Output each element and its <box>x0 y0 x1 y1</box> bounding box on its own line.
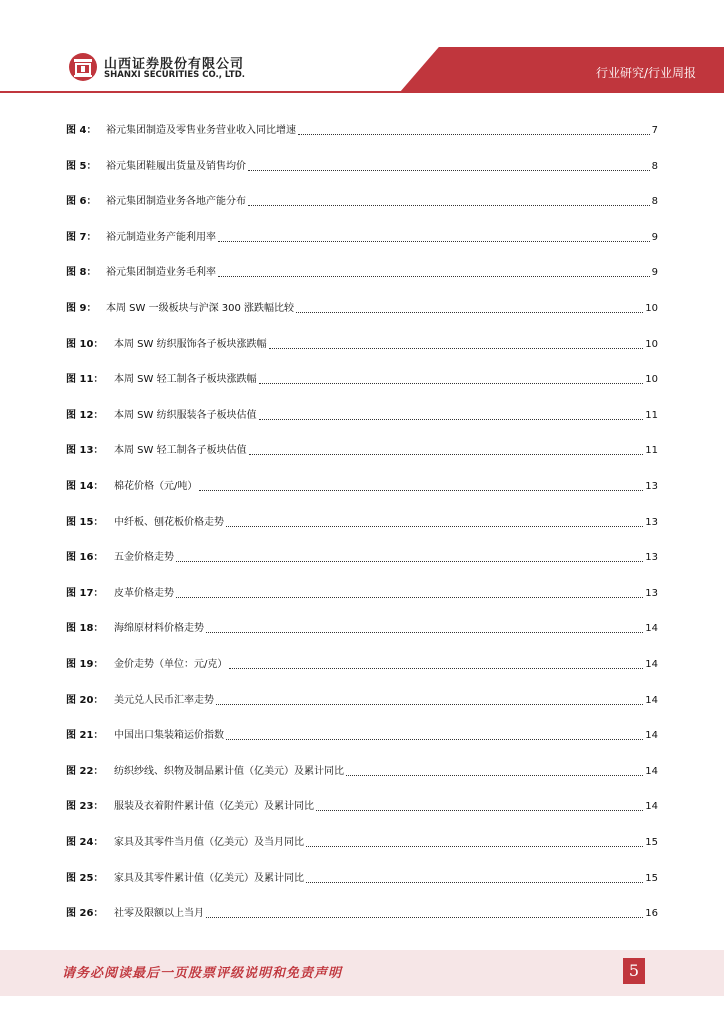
company-name-cn: 山西证券股份有限公司 <box>104 57 245 72</box>
company-logo-icon <box>68 52 98 82</box>
dot-leader <box>248 169 650 171</box>
figure-title: 皮革价格走势 <box>114 587 174 599</box>
figure-page-number: 14 <box>645 694 658 706</box>
figure-page-number: 13 <box>645 587 658 599</box>
figure-page-number: 14 <box>645 623 658 635</box>
toc-entry[interactable] <box>66 514 658 530</box>
dot-leader <box>259 382 644 384</box>
figure-label: 图 12： <box>66 409 104 421</box>
figure-title: 家具及其零件当月值（亿美元）及当月同比 <box>114 837 304 848</box>
toc-entry[interactable] <box>66 585 658 601</box>
dot-leader <box>199 489 643 491</box>
figure-label: 图 25： <box>66 872 104 884</box>
toc-entry[interactable] <box>66 727 658 743</box>
figure-page-number: 14 <box>645 659 658 670</box>
dot-leader <box>176 560 643 562</box>
figure-label: 图 19： <box>66 659 104 670</box>
company-name-en: SHANXI SECURITIES CO., LTD. <box>104 70 246 80</box>
figure-label: 图 13： <box>66 445 104 457</box>
figure-title: 五金价格走势 <box>114 552 174 564</box>
figure-title: 海绵原材料价格走势 <box>114 623 204 635</box>
disclaimer-text: 请务必阅读最后一页股票评级说明和免责声明 <box>62 966 343 981</box>
figure-page-number: 9 <box>651 267 658 279</box>
figure-page-number: 14 <box>645 730 658 742</box>
toc-entry[interactable] <box>66 549 658 565</box>
toc-entry[interactable] <box>66 692 658 708</box>
figure-title: 裕元集团制造及零售业务营业收入同比增速 <box>106 125 296 136</box>
figure-page-number: 15 <box>645 872 658 884</box>
toc-entry[interactable] <box>66 870 658 886</box>
figure-label: 图 7： <box>66 231 97 243</box>
toc-entry[interactable] <box>66 264 658 280</box>
toc-entry[interactable] <box>66 407 658 423</box>
figure-label: 图 23： <box>66 801 104 813</box>
figure-page-number: 10 <box>645 374 658 386</box>
dot-leader <box>249 453 644 455</box>
figure-title: 裕元集团制造业务毛利率 <box>106 267 216 279</box>
dot-leader <box>218 240 650 242</box>
figure-title: 美元兑人民币汇率走势 <box>114 694 214 706</box>
header-divider <box>0 91 724 93</box>
toc-entry[interactable] <box>66 620 658 636</box>
figure-page-number: 8 <box>651 196 658 208</box>
toc-entry[interactable] <box>66 905 658 921</box>
figure-page-number: 13 <box>645 481 658 492</box>
dot-leader <box>226 525 643 527</box>
dot-leader <box>206 916 643 918</box>
figure-label: 图 20： <box>66 694 104 706</box>
figure-title: 裕元集团制造业务各地产能分布 <box>106 196 246 208</box>
dot-leader <box>226 738 643 740</box>
figure-title: 中国出口集装箱运价指数 <box>114 730 224 742</box>
dot-leader <box>306 845 643 847</box>
dot-leader <box>346 774 643 776</box>
figure-title: 社零及限额以上当月 <box>114 908 204 920</box>
toc-entry[interactable] <box>66 122 658 138</box>
figure-title: 本周 SW 纺织服装各子板块估值 <box>114 409 257 421</box>
figure-title: 本周 SW 纺织服饰各子板块涨跌幅 <box>114 338 267 350</box>
figure-label: 图 21： <box>66 730 104 742</box>
toc-entry[interactable] <box>66 798 658 814</box>
figure-title: 裕元制造业务产能利用率 <box>106 231 216 243</box>
dot-leader <box>218 275 650 277</box>
toc-entry[interactable] <box>66 478 658 494</box>
figure-label: 图 5： <box>66 160 97 172</box>
figure-page-number: 15 <box>645 837 658 848</box>
dot-leader <box>216 703 643 705</box>
figure-label: 图 11： <box>66 374 104 386</box>
toc-entry[interactable] <box>66 229 658 245</box>
page-number-badge: 5 <box>623 958 645 984</box>
figure-label: 图 17： <box>66 587 104 599</box>
toc-entry[interactable] <box>66 193 658 209</box>
toc-entry[interactable] <box>66 336 658 352</box>
figure-label: 图 26： <box>66 908 104 920</box>
dot-leader <box>248 204 650 206</box>
figure-title: 服装及衣着附件累计值（亿美元）及累计同比 <box>114 801 314 813</box>
figure-label: 图 16： <box>66 552 104 564</box>
figure-page-number: 11 <box>645 409 658 421</box>
figure-page-number: 10 <box>645 303 658 314</box>
figure-page-number: 14 <box>645 765 658 777</box>
figure-page-number: 9 <box>651 231 658 243</box>
figure-title: 纺织纱线、织物及制品累计值（亿美元）及累计同比 <box>114 765 344 777</box>
toc-entry[interactable] <box>66 300 658 316</box>
figure-title: 裕元集团鞋履出货量及销售均价 <box>106 160 246 172</box>
dot-leader <box>296 311 643 313</box>
figure-title: 本周 SW 轻工制各子板块估值 <box>114 445 247 457</box>
figure-title: 家具及其零件累计值（亿美元）及累计同比 <box>114 872 304 884</box>
toc-entry[interactable] <box>66 763 658 779</box>
figure-title: 本周 SW 轻工制各子板块涨跌幅 <box>114 374 257 386</box>
report-type-label: 行业研究/行业周报 <box>595 66 696 80</box>
toc-entry[interactable] <box>66 158 658 174</box>
toc-entry[interactable] <box>66 371 658 387</box>
figure-page-number: 16 <box>645 908 658 920</box>
figure-label: 图 9： <box>66 303 97 314</box>
figure-label: 图 4： <box>66 125 97 136</box>
figure-page-number: 14 <box>645 801 658 813</box>
dot-leader <box>306 881 643 883</box>
dot-leader <box>298 133 650 135</box>
figure-page-number: 11 <box>645 445 658 457</box>
figure-label: 图 18： <box>66 623 104 635</box>
figure-page-number: 7 <box>651 125 658 136</box>
dot-leader <box>206 631 643 633</box>
figure-label: 图 22： <box>66 765 104 777</box>
toc-entry[interactable] <box>66 442 658 458</box>
toc-entry[interactable] <box>66 656 658 672</box>
dot-leader <box>176 596 643 598</box>
figure-title: 棉花价格（元/吨） <box>114 481 198 492</box>
figure-page-number: 13 <box>645 516 658 528</box>
figure-title: 本周 SW 一级板块与沪深 300 涨跌幅比较 <box>106 303 295 314</box>
figure-label: 图 10： <box>66 338 104 350</box>
dot-leader <box>259 418 644 420</box>
page-header <box>0 0 724 100</box>
figure-label: 图 14： <box>66 481 104 492</box>
figure-label: 图 6： <box>66 196 97 208</box>
dot-leader <box>269 347 644 349</box>
figure-label: 图 24： <box>66 837 104 848</box>
toc-entry[interactable] <box>66 834 658 850</box>
figure-label: 图 15： <box>66 516 104 528</box>
figure-title: 中纤板、刨花板价格走势 <box>114 516 224 528</box>
dot-leader <box>229 667 643 669</box>
figure-page-number: 8 <box>651 160 658 172</box>
figure-title: 金价走势（单位：元/克） <box>114 659 228 670</box>
dot-leader <box>316 809 643 811</box>
figure-page-number: 10 <box>645 338 658 350</box>
figure-label: 图 8： <box>66 267 97 279</box>
figure-page-number: 13 <box>645 552 658 564</box>
